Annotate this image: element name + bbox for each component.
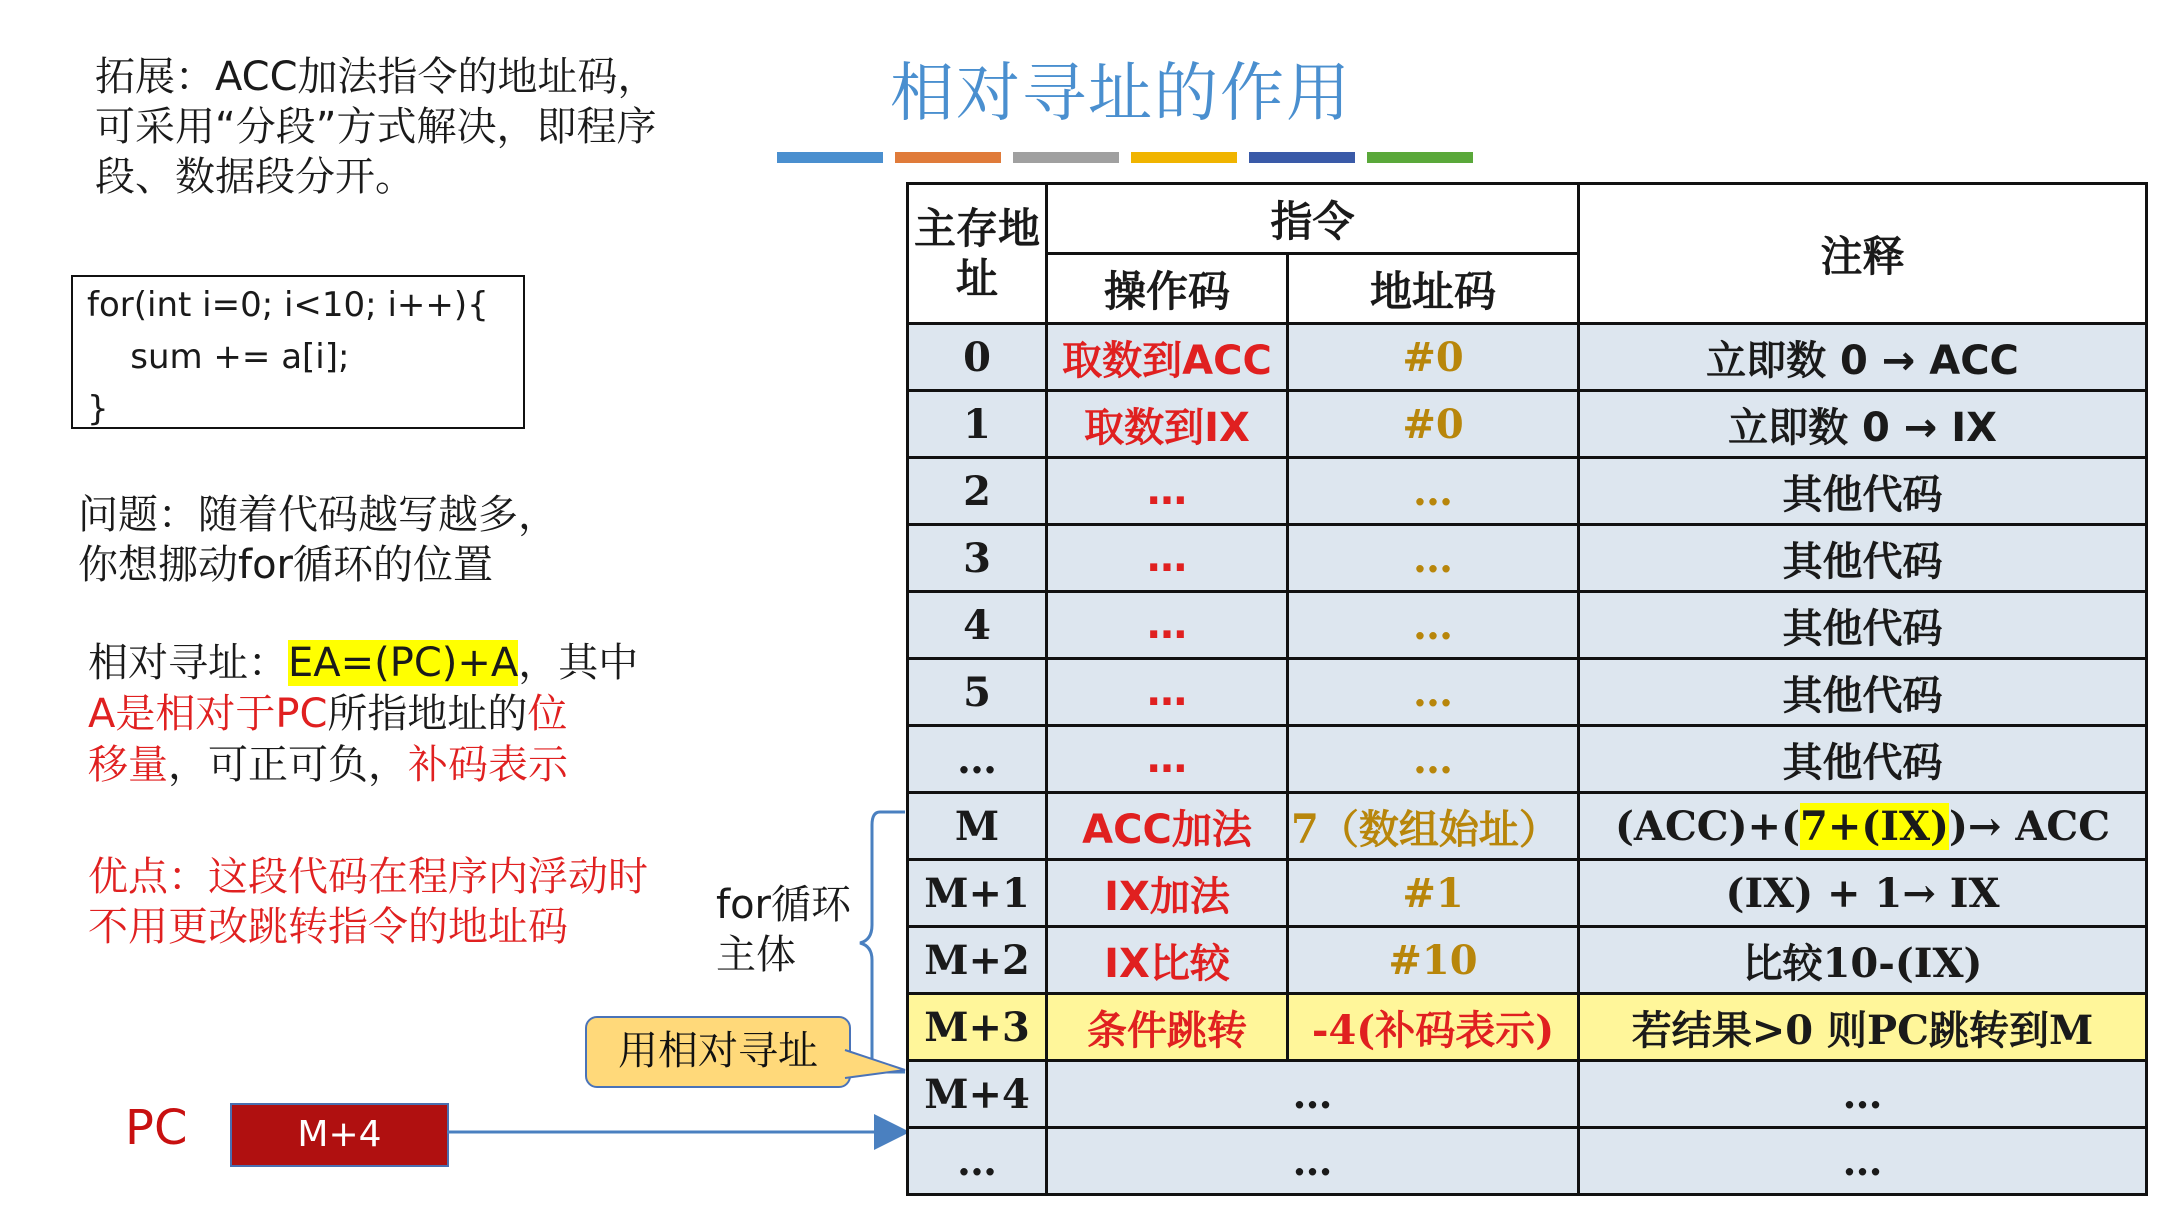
row-address: 4 <box>908 592 1047 659</box>
row-note: … <box>1579 1061 2147 1128</box>
row-note: 其他代码 <box>1579 726 2147 793</box>
rel-black: ，可正可负， <box>168 742 408 788</box>
row-note: 若结果>0 则PC跳转到M <box>1579 994 2147 1061</box>
rel-red: A是相对于PC <box>88 691 328 737</box>
table-row <box>908 927 2147 994</box>
rel-suffix: ，其中 <box>518 640 639 686</box>
row-opcode: … <box>1047 525 1288 592</box>
problem-line: 你想挪动for循环的位置 <box>78 542 493 588</box>
rel-black: 所指地址的 <box>327 691 528 737</box>
note-part: )→ ACC <box>1948 802 2111 850</box>
row-addrcode: … <box>1288 525 1579 592</box>
row-address: 3 <box>908 525 1047 592</box>
for-label-line: for循环 <box>716 882 851 928</box>
row-addrcode: #1 <box>1288 860 1579 927</box>
table-row <box>908 659 2147 726</box>
extension-text: 拓展：ACC加法指令的地址码，可采用“分段”方式解决，即程序段、数据段分开。 <box>95 54 658 200</box>
row-opcode: 条件跳转 <box>1047 994 1288 1061</box>
row-note: 其他代码 <box>1579 659 2147 726</box>
table-row <box>908 391 2147 458</box>
problem-line: 问题：随着代码越写越多， <box>78 492 558 538</box>
row-addrcode: -4(补码表示) <box>1288 994 1579 1061</box>
table-row <box>908 793 2147 860</box>
row-address: … <box>908 726 1047 793</box>
row-addrcode: #0 <box>1288 391 1579 458</box>
row-instruction-span: … <box>1047 1128 1579 1195</box>
row-address: 0 <box>908 324 1047 391</box>
table-row <box>908 1128 2147 1195</box>
row-address: 1 <box>908 391 1047 458</box>
row-address: 2 <box>908 458 1047 525</box>
row-opcode: IX加法 <box>1047 860 1288 927</box>
row-note: 比较10-(IX) <box>1579 927 2147 994</box>
table-row <box>908 994 2147 1061</box>
row-addrcode: … <box>1288 726 1579 793</box>
rel-red: 移量 <box>88 742 168 788</box>
header-note: 注释 <box>1579 184 2147 324</box>
row-opcode: 取数到ACC <box>1047 324 1288 391</box>
relative-addressing-callout: 用相对寻址 <box>585 1016 851 1088</box>
code-line: } <box>87 389 109 429</box>
row-opcode: … <box>1047 726 1288 793</box>
row-opcode: 取数到IX <box>1047 391 1288 458</box>
row-address: M+1 <box>908 860 1047 927</box>
note-highlight: 7+(IX) <box>1800 802 1949 850</box>
row-address: … <box>908 1128 1047 1195</box>
for-loop-brace <box>860 812 905 1072</box>
row-addrcode: #0 <box>1288 324 1579 391</box>
row-note: (IX) + 1→ IX <box>1579 860 2147 927</box>
row-addrcode: … <box>1288 659 1579 726</box>
header-addrcode: 地址码 <box>1288 254 1579 324</box>
rel-formula: EA=(PC)+A <box>288 640 519 686</box>
rel-prefix: 相对寻址： <box>88 640 288 686</box>
row-address: M+4 <box>908 1061 1047 1128</box>
row-addrcode: … <box>1288 458 1579 525</box>
rel-red: 补码表示 <box>408 742 568 788</box>
for-label-line: 主体 <box>716 932 796 978</box>
table-row <box>908 860 2147 927</box>
row-opcode: … <box>1047 458 1288 525</box>
row-address: M+3 <box>908 994 1047 1061</box>
row-opcode: … <box>1047 592 1288 659</box>
table-row <box>908 324 2147 391</box>
header-opcode: 操作码 <box>1047 254 1288 324</box>
row-addrcode: … <box>1288 592 1579 659</box>
row-opcode: … <box>1047 659 1288 726</box>
memory-table <box>906 182 2148 1196</box>
note-part: (ACC)+( <box>1615 802 1800 850</box>
table-row <box>908 525 2147 592</box>
row-note: 其他代码 <box>1579 592 2147 659</box>
callout-pointer <box>845 1050 905 1078</box>
page-title: 相对寻址的作用 <box>890 57 1352 131</box>
table-row <box>908 726 2147 793</box>
row-note: 立即数 0 → IX <box>1579 391 2147 458</box>
row-note: … <box>1579 1128 2147 1195</box>
code-line: for(int i=0; i<10; i++){ <box>87 285 489 325</box>
row-note: 立即数 0 → ACC <box>1579 324 2147 391</box>
pc-register: M+4 <box>230 1103 449 1167</box>
row-address: M+2 <box>908 927 1047 994</box>
header-address: 主存地址 <box>908 184 1047 324</box>
row-instruction-span: … <box>1047 1061 1579 1128</box>
row-note <box>1579 793 2147 860</box>
row-opcode: IX比较 <box>1047 927 1288 994</box>
row-address: M <box>908 793 1047 860</box>
row-addrcode: #10 <box>1288 927 1579 994</box>
code-line: sum += a[i]; <box>87 337 350 377</box>
advantage-text: 优点：这段代码在程序内浮动时不用更改跳转指令的地址码 <box>88 854 648 950</box>
header-instruction: 指令 <box>1047 184 1579 254</box>
row-note: 其他代码 <box>1579 458 2147 525</box>
row-addrcode: 7（数组始址） <box>1288 793 1579 860</box>
table-row <box>908 1061 2147 1128</box>
table-row <box>908 458 2147 525</box>
table-row <box>908 592 2147 659</box>
rel-red: 位 <box>527 691 568 737</box>
row-address: 5 <box>908 659 1047 726</box>
row-note: 其他代码 <box>1579 525 2147 592</box>
pc-label: PC <box>125 1100 188 1156</box>
row-opcode: ACC加法 <box>1047 793 1288 860</box>
